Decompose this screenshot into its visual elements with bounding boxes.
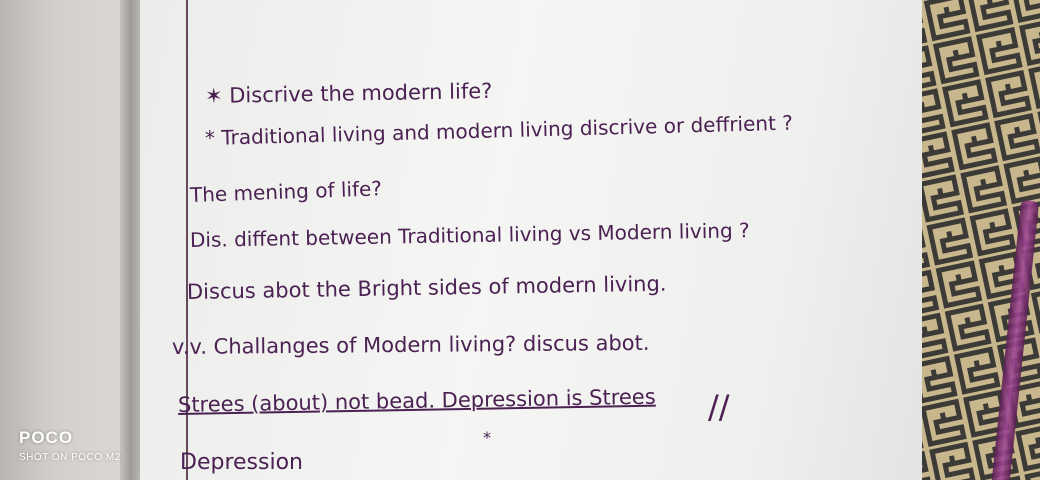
left-page-edge: [0, 0, 135, 480]
camera-watermark-brand: POCO: [19, 428, 74, 447]
note-line-3: The mening of life?: [189, 176, 383, 207]
note-line-5: Discus abot the Bright sides of modern living.: [186, 271, 667, 304]
camera-watermark-caption: SHOT ON POCO M2: [19, 452, 121, 463]
note-line-2: * Traditional living and modern living discrive or deffrient ?: [204, 110, 794, 150]
note-line-8: Depression: [180, 450, 303, 475]
note-line-4: Dis. diffent between Traditional living vs Modern living ?: [189, 218, 750, 252]
note-line-1: ✶ Discrive the modern life?: [204, 78, 493, 108]
check-mark: //: [708, 388, 730, 426]
note-line-7: Strees (about) not bead. Depression is Strees: [177, 384, 656, 417]
asterisk-mark: *: [483, 428, 491, 447]
note-line-6: v.v. Challanges of Modern living? discus abot.: [171, 330, 650, 359]
